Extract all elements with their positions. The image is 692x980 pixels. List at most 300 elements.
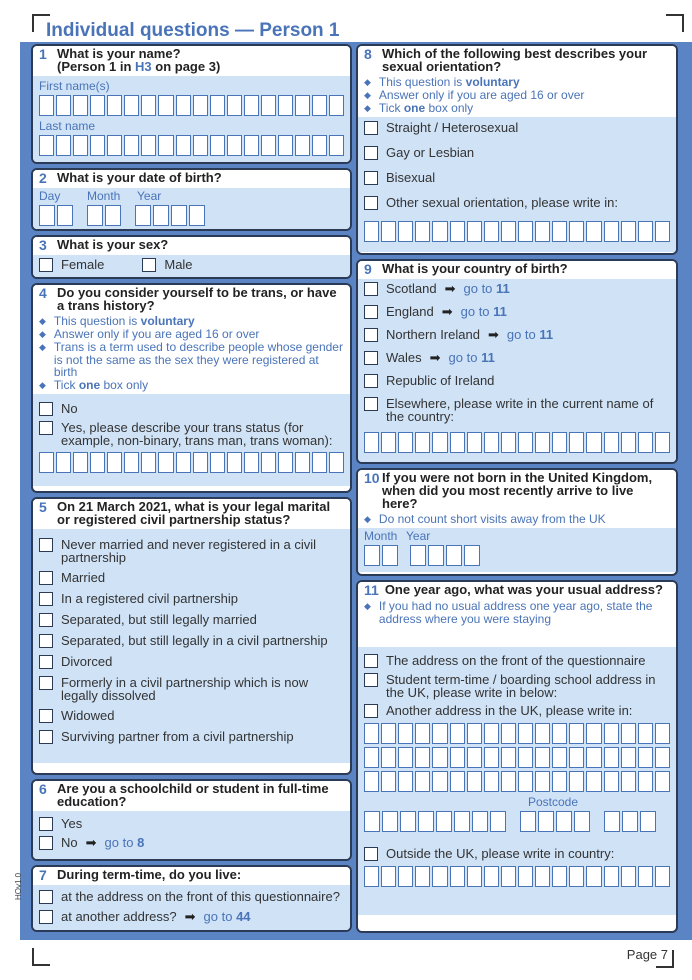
character-cell[interactable]	[398, 747, 413, 768]
character-cell[interactable]	[621, 866, 636, 887]
character-cell[interactable]	[638, 221, 653, 242]
character-cell[interactable]	[73, 135, 88, 156]
checkbox[interactable]	[39, 709, 53, 723]
checkbox[interactable]	[39, 676, 53, 690]
checkbox[interactable]	[39, 538, 53, 552]
country-option-2[interactable]	[364, 305, 670, 319]
marital-option-5[interactable]	[39, 634, 344, 648]
character-cell[interactable]	[655, 432, 670, 453]
character-cell[interactable]	[261, 452, 276, 473]
character-cell[interactable]	[464, 545, 480, 566]
checkbox[interactable]	[364, 121, 378, 135]
go-target: 44	[236, 909, 251, 924]
character-cell[interactable]	[621, 747, 636, 768]
question-title: Which of the following best describes your sexual orientation?	[382, 46, 648, 74]
character-cell[interactable]	[638, 723, 653, 744]
character-cell[interactable]	[450, 432, 465, 453]
character-cell[interactable]	[436, 811, 452, 832]
marital-option-9[interactable]	[39, 730, 344, 744]
checkbox[interactable]	[39, 421, 53, 435]
checkbox[interactable]	[39, 890, 53, 904]
character-cell[interactable]	[381, 771, 396, 792]
character-cell[interactable]	[382, 545, 398, 566]
character-cell[interactable]	[518, 432, 533, 453]
character-cell[interactable]	[569, 432, 584, 453]
character-cell[interactable]	[244, 135, 259, 156]
character-cell[interactable]	[107, 452, 122, 473]
character-cell[interactable]	[176, 135, 191, 156]
character-cell[interactable]	[210, 95, 225, 116]
character-cell[interactable]	[484, 723, 499, 744]
question-number: 1	[39, 46, 47, 62]
character-cell[interactable]	[621, 432, 636, 453]
character-cell[interactable]	[329, 452, 344, 473]
checkbox[interactable]	[39, 910, 53, 924]
character-cell[interactable]	[73, 452, 88, 473]
marital-option-7[interactable]	[39, 676, 344, 702]
character-cell[interactable]	[193, 135, 208, 156]
year-field[interactable]	[135, 205, 205, 226]
character-cell[interactable]	[569, 723, 584, 744]
question-title: On 21 March 2021, what is your legal marital or registered civil partnership status?	[57, 499, 331, 527]
orientation-option-3[interactable]	[364, 171, 670, 185]
marital-option-1[interactable]	[39, 538, 344, 564]
go-text: go to	[203, 909, 237, 924]
character-cell[interactable]	[586, 432, 601, 453]
option-front-address[interactable]	[364, 654, 670, 668]
first-name-field[interactable]	[39, 95, 344, 116]
option-no[interactable]	[39, 836, 344, 850]
character-cell[interactable]	[467, 432, 482, 453]
address-line-2-field[interactable]	[364, 747, 670, 768]
character-cell[interactable]	[312, 452, 327, 473]
character-cell[interactable]	[90, 135, 105, 156]
character-cell[interactable]	[227, 452, 242, 473]
character-cell[interactable]	[586, 771, 601, 792]
character-cell[interactable]	[261, 135, 276, 156]
character-cell[interactable]	[484, 747, 499, 768]
option-yes[interactable]	[39, 421, 344, 447]
character-cell[interactable]	[638, 432, 653, 453]
country-option-6[interactable]	[364, 397, 670, 423]
character-cell[interactable]	[535, 723, 550, 744]
character-cell[interactable]	[398, 432, 413, 453]
character-cell[interactable]	[400, 811, 416, 832]
go-text: go to	[463, 281, 497, 296]
note-text: Answer only if you are aged 16 or over	[378, 88, 585, 102]
character-cell[interactable]	[278, 452, 293, 473]
character-cell[interactable]	[640, 811, 656, 832]
character-cell[interactable]	[574, 811, 590, 832]
checkbox[interactable]	[39, 634, 53, 648]
character-cell[interactable]	[56, 135, 71, 156]
address-line-1-field[interactable]	[364, 723, 670, 744]
character-cell[interactable]	[467, 866, 482, 887]
option-label: Elsewhere, please write in the current name of the country:	[386, 396, 654, 424]
character-cell[interactable]	[39, 205, 55, 226]
character-cell[interactable]	[410, 545, 426, 566]
title-ref-h3: H3	[135, 59, 152, 74]
character-cell[interactable]	[604, 221, 619, 242]
question-title	[57, 47, 220, 73]
character-cell[interactable]	[569, 221, 584, 242]
character-cell[interactable]	[552, 432, 567, 453]
character-cell[interactable]	[432, 866, 447, 887]
version-code: HOv1.0	[14, 872, 23, 900]
character-cell[interactable]	[446, 545, 462, 566]
character-cell[interactable]	[278, 95, 293, 116]
character-cell[interactable]	[432, 221, 447, 242]
character-cell[interactable]	[432, 747, 447, 768]
character-cell[interactable]	[381, 221, 396, 242]
character-cell[interactable]	[141, 452, 156, 473]
option-same-address[interactable]	[39, 890, 344, 904]
character-cell[interactable]	[638, 771, 653, 792]
character-cell[interactable]	[556, 811, 572, 832]
character-cell[interactable]	[364, 723, 379, 744]
character-cell[interactable]	[569, 747, 584, 768]
checkbox[interactable]	[364, 171, 378, 185]
marital-option-3[interactable]	[39, 592, 344, 606]
character-cell[interactable]	[364, 771, 379, 792]
checkbox[interactable]	[364, 146, 378, 160]
checkbox[interactable]	[39, 592, 53, 606]
option-label: Never married and never registered in a civil partnership	[61, 537, 317, 565]
title-line-2a: (Person 1 in	[57, 59, 136, 74]
option-no[interactable]	[39, 402, 344, 416]
character-cell[interactable]	[621, 723, 636, 744]
character-cell[interactable]	[90, 452, 105, 473]
character-cell[interactable]	[586, 723, 601, 744]
checkbox[interactable]	[142, 258, 156, 272]
country-option-4[interactable]	[364, 351, 670, 365]
character-cell[interactable]	[450, 747, 465, 768]
character-cell[interactable]	[450, 221, 465, 242]
character-cell[interactable]	[622, 811, 638, 832]
character-cell[interactable]	[398, 866, 413, 887]
character-cell[interactable]	[124, 452, 139, 473]
character-cell[interactable]	[467, 771, 482, 792]
other-orientation-field[interactable]	[364, 221, 670, 242]
character-cell[interactable]	[398, 771, 413, 792]
option-label: Widowed	[61, 708, 115, 723]
character-cell[interactable]	[381, 723, 396, 744]
character-cell[interactable]	[244, 95, 259, 116]
character-cell[interactable]	[552, 221, 567, 242]
character-cell[interactable]	[193, 95, 208, 116]
routing-instruction	[507, 328, 553, 341]
character-cell[interactable]	[518, 771, 533, 792]
character-cell[interactable]	[655, 723, 670, 744]
character-cell[interactable]	[364, 545, 380, 566]
checkbox[interactable]	[364, 704, 378, 718]
marital-option-4[interactable]	[39, 613, 344, 627]
option-outside-uk[interactable]	[364, 847, 670, 861]
option-label: Northern Ireland	[386, 327, 480, 342]
character-cell[interactable]	[141, 95, 156, 116]
character-cell[interactable]	[432, 771, 447, 792]
arrival-month-field[interactable]	[364, 545, 398, 566]
character-cell[interactable]	[454, 811, 470, 832]
character-cell[interactable]	[501, 771, 516, 792]
character-cell[interactable]	[604, 747, 619, 768]
page-number: Page 7	[626, 947, 668, 962]
character-cell[interactable]	[484, 771, 499, 792]
character-cell[interactable]	[295, 135, 310, 156]
character-cell[interactable]	[604, 811, 620, 832]
character-cell[interactable]	[655, 221, 670, 242]
character-cell[interactable]	[382, 811, 398, 832]
character-cell[interactable]	[535, 771, 550, 792]
character-cell[interactable]	[538, 811, 554, 832]
character-cell[interactable]	[124, 95, 139, 116]
character-cell[interactable]	[520, 811, 536, 832]
marital-option-6[interactable]	[39, 655, 344, 669]
character-cell[interactable]	[604, 866, 619, 887]
country-option-5[interactable]	[364, 374, 670, 388]
character-cell[interactable]	[90, 95, 105, 116]
character-cell[interactable]	[176, 452, 191, 473]
character-cell[interactable]	[467, 723, 482, 744]
checkbox[interactable]	[364, 351, 378, 365]
checkbox[interactable]	[364, 374, 378, 388]
character-cell[interactable]	[472, 811, 488, 832]
character-cell[interactable]	[655, 771, 670, 792]
option-label: Bisexual	[386, 170, 436, 185]
character-cell[interactable]	[295, 452, 310, 473]
character-cell[interactable]	[604, 432, 619, 453]
routing-instruction	[105, 836, 145, 849]
character-cell[interactable]	[428, 545, 444, 566]
checkbox[interactable]	[39, 571, 53, 585]
character-cell[interactable]	[176, 95, 191, 116]
option-label: No	[61, 835, 78, 850]
character-cell[interactable]	[450, 771, 465, 792]
outside-uk-country-field[interactable]	[364, 866, 670, 887]
character-cell[interactable]	[141, 135, 156, 156]
character-cell[interactable]	[501, 221, 516, 242]
character-cell[interactable]	[261, 95, 276, 116]
question-number: 11	[364, 582, 379, 598]
month-label: Month	[87, 189, 121, 203]
character-cell[interactable]	[193, 452, 208, 473]
character-cell[interactable]	[432, 432, 447, 453]
question-6	[31, 779, 352, 861]
option-female[interactable]	[39, 258, 104, 272]
character-cell[interactable]	[56, 95, 71, 116]
trans-status-field[interactable]	[39, 452, 344, 473]
address-line-4-field[interactable]	[364, 811, 506, 832]
character-cell[interactable]	[655, 866, 670, 887]
day-field[interactable]	[39, 205, 73, 226]
checkbox[interactable]	[364, 328, 378, 342]
postcode-part-2-field[interactable]	[604, 811, 656, 832]
character-cell[interactable]	[569, 771, 584, 792]
character-cell[interactable]	[586, 866, 601, 887]
checkbox[interactable]	[364, 847, 378, 861]
character-cell[interactable]	[552, 771, 567, 792]
character-cell[interactable]	[105, 205, 121, 226]
character-cell[interactable]	[210, 135, 225, 156]
checkbox[interactable]	[364, 282, 378, 296]
character-cell[interactable]	[655, 747, 670, 768]
character-cell[interactable]	[415, 771, 430, 792]
postcode-part-1-field[interactable]	[520, 811, 590, 832]
character-cell[interactable]	[467, 747, 482, 768]
character-cell[interactable]	[158, 95, 173, 116]
character-cell[interactable]	[329, 95, 344, 116]
checkbox[interactable]	[39, 730, 53, 744]
character-cell[interactable]	[39, 452, 54, 473]
character-cell[interactable]	[227, 95, 242, 116]
checkbox[interactable]	[364, 305, 378, 319]
character-cell[interactable]	[604, 723, 619, 744]
character-cell[interactable]	[552, 747, 567, 768]
go-target: 11	[493, 304, 507, 319]
checkbox[interactable]	[364, 654, 378, 668]
question-number: 8	[364, 46, 372, 62]
orientation-option-2[interactable]	[364, 146, 670, 160]
country-option-1[interactable]	[364, 282, 670, 296]
character-cell[interactable]	[552, 723, 567, 744]
character-cell[interactable]	[124, 135, 139, 156]
character-cell[interactable]	[312, 135, 327, 156]
character-cell[interactable]	[518, 723, 533, 744]
character-cell[interactable]	[501, 723, 516, 744]
option-male[interactable]	[142, 258, 192, 272]
orientation-option-4[interactable]	[364, 196, 670, 210]
option-student-address[interactable]	[364, 673, 670, 699]
character-cell[interactable]	[153, 205, 169, 226]
character-cell[interactable]	[569, 866, 584, 887]
character-cell[interactable]	[107, 95, 122, 116]
character-cell[interactable]	[295, 95, 310, 116]
character-cell[interactable]	[484, 432, 499, 453]
character-cell[interactable]	[244, 452, 259, 473]
character-cell[interactable]	[56, 452, 71, 473]
option-another-address[interactable]	[39, 910, 344, 924]
character-cell[interactable]	[535, 432, 550, 453]
country-option-3[interactable]	[364, 328, 670, 342]
character-cell[interactable]	[381, 866, 396, 887]
character-cell[interactable]	[381, 747, 396, 768]
month-field[interactable]	[87, 205, 121, 226]
character-cell[interactable]	[415, 866, 430, 887]
character-cell[interactable]	[312, 95, 327, 116]
option-label: Separated, but still legally married	[61, 612, 257, 627]
character-cell[interactable]	[158, 452, 173, 473]
marital-option-8[interactable]	[39, 709, 344, 723]
character-cell[interactable]	[107, 135, 122, 156]
character-cell[interactable]	[586, 747, 601, 768]
character-cell[interactable]	[171, 205, 187, 226]
character-cell[interactable]	[227, 135, 242, 156]
date-labels	[39, 189, 344, 203]
character-cell[interactable]	[450, 723, 465, 744]
character-cell[interactable]	[415, 747, 430, 768]
option-label: at the address on the front of this questionnaire?	[61, 889, 340, 904]
checkbox[interactable]	[39, 258, 53, 272]
character-cell[interactable]	[484, 866, 499, 887]
character-cell[interactable]	[398, 221, 413, 242]
character-cell[interactable]	[39, 135, 54, 156]
character-cell[interactable]	[398, 723, 413, 744]
character-cell[interactable]	[467, 221, 482, 242]
character-cell[interactable]	[490, 811, 506, 832]
character-cell[interactable]	[329, 135, 344, 156]
character-cell[interactable]	[518, 221, 533, 242]
character-cell[interactable]	[364, 747, 379, 768]
character-cell[interactable]	[415, 221, 430, 242]
last-name-field[interactable]	[39, 135, 344, 156]
corner-mark-bottom-left	[32, 948, 50, 966]
character-cell[interactable]	[501, 432, 516, 453]
address-line-3-field[interactable]	[364, 771, 670, 792]
character-cell[interactable]	[450, 866, 465, 887]
character-cell[interactable]	[189, 205, 205, 226]
character-cell[interactable]	[73, 95, 88, 116]
character-cell[interactable]	[364, 221, 379, 242]
marital-option-2[interactable]	[39, 571, 344, 585]
checkbox[interactable]	[39, 613, 53, 627]
character-cell[interactable]	[501, 747, 516, 768]
character-cell[interactable]	[415, 432, 430, 453]
character-cell[interactable]	[638, 866, 653, 887]
character-cell[interactable]	[621, 771, 636, 792]
character-cell[interactable]	[381, 432, 396, 453]
checkbox[interactable]	[39, 655, 53, 669]
character-cell[interactable]	[535, 221, 550, 242]
character-cell[interactable]	[552, 866, 567, 887]
option-label: No	[61, 400, 78, 416]
country-of-birth-field[interactable]	[364, 432, 670, 453]
checkbox[interactable]	[364, 673, 378, 687]
character-cell[interactable]	[638, 747, 653, 768]
character-cell[interactable]	[432, 723, 447, 744]
character-cell[interactable]	[364, 432, 379, 453]
checkbox[interactable]	[364, 397, 378, 411]
option-yes[interactable]	[39, 817, 344, 831]
character-cell[interactable]	[210, 452, 225, 473]
checkbox[interactable]	[39, 836, 53, 850]
character-cell[interactable]	[57, 205, 73, 226]
character-cell[interactable]	[518, 747, 533, 768]
character-cell[interactable]	[484, 221, 499, 242]
character-cell[interactable]	[364, 811, 380, 832]
character-cell[interactable]	[135, 205, 151, 226]
orientation-option-1[interactable]	[364, 121, 670, 135]
checkbox[interactable]	[39, 402, 53, 416]
character-cell[interactable]	[621, 221, 636, 242]
character-cell[interactable]	[586, 221, 601, 242]
checkbox[interactable]	[364, 196, 378, 210]
arrival-year-field[interactable]	[410, 545, 480, 566]
character-cell[interactable]	[158, 135, 173, 156]
character-cell[interactable]	[415, 723, 430, 744]
character-cell[interactable]	[39, 95, 54, 116]
character-cell[interactable]	[87, 205, 103, 226]
character-cell[interactable]	[364, 866, 379, 887]
option-another-uk-address[interactable]	[364, 704, 670, 718]
character-cell[interactable]	[501, 866, 516, 887]
character-cell[interactable]	[535, 866, 550, 887]
character-cell[interactable]	[604, 771, 619, 792]
character-cell[interactable]	[535, 747, 550, 768]
character-cell[interactable]	[278, 135, 293, 156]
checkbox[interactable]	[39, 817, 53, 831]
character-cell[interactable]	[418, 811, 434, 832]
character-cell[interactable]	[518, 866, 533, 887]
